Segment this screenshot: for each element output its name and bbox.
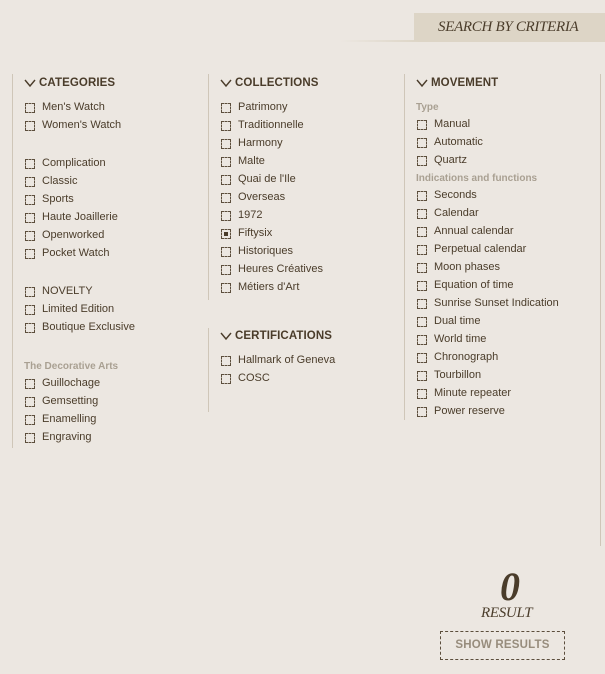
filter-option-label: Harmony bbox=[238, 137, 283, 149]
chevron-down-icon bbox=[220, 78, 232, 88]
filter-option-label: Chronograph bbox=[434, 351, 499, 363]
checkbox[interactable] bbox=[417, 353, 427, 363]
filter-option-label: Gemsetting bbox=[42, 395, 99, 407]
checkbox[interactable] bbox=[417, 371, 427, 381]
functions-subtitle: Indications and functions bbox=[416, 173, 538, 184]
checkbox[interactable] bbox=[417, 335, 427, 345]
checkbox[interactable] bbox=[417, 389, 427, 399]
column-divider bbox=[208, 74, 209, 300]
decorative-arts-subtitle: The Decorative Arts bbox=[24, 361, 119, 372]
filter-option-label: Dual time bbox=[434, 315, 481, 327]
checkbox[interactable] bbox=[25, 195, 35, 205]
checkbox[interactable] bbox=[417, 191, 427, 201]
checkbox[interactable] bbox=[417, 299, 427, 309]
collections-title: COLLECTIONS bbox=[235, 77, 319, 89]
filter-option-label: Tourbillon bbox=[434, 369, 482, 381]
filter-option-label: Manual bbox=[434, 118, 471, 130]
column-divider bbox=[208, 328, 209, 412]
checkbox[interactable] bbox=[221, 121, 231, 131]
column-divider bbox=[12, 74, 13, 448]
checkbox[interactable] bbox=[25, 159, 35, 169]
filter-option-label: Openworked bbox=[42, 229, 105, 241]
checkbox[interactable] bbox=[221, 139, 231, 149]
filter-option-label: Hallmark of Geneva bbox=[238, 354, 336, 366]
checkbox[interactable] bbox=[417, 245, 427, 255]
checkbox[interactable] bbox=[25, 415, 35, 425]
type-subtitle: Type bbox=[416, 102, 439, 113]
filter-option-label: Annual calendar bbox=[434, 225, 514, 237]
filter-option-label: Women's Watch bbox=[42, 119, 122, 131]
filter-option-label: Power reserve bbox=[434, 405, 505, 417]
filter-option-label: Complication bbox=[42, 157, 106, 169]
result-label: RESULT bbox=[481, 605, 533, 621]
checkbox[interactable] bbox=[25, 249, 35, 259]
categories-header[interactable] bbox=[24, 76, 194, 94]
chevron-down-icon bbox=[416, 78, 428, 88]
filter-option-label: Quartz bbox=[434, 154, 468, 166]
checkbox[interactable] bbox=[417, 281, 427, 291]
checkbox[interactable] bbox=[417, 317, 427, 327]
filter-option-label: Haute Joaillerie bbox=[42, 211, 118, 223]
filter-option-label: Pocket Watch bbox=[42, 247, 110, 259]
column-divider bbox=[600, 74, 601, 546]
filter-option-label: Fiftysix bbox=[238, 227, 273, 239]
checkbox[interactable] bbox=[25, 177, 35, 187]
checkbox[interactable] bbox=[417, 138, 427, 148]
checkbox[interactable] bbox=[25, 121, 35, 131]
checkbox[interactable] bbox=[221, 211, 231, 221]
filter-option-label: COSC bbox=[238, 372, 270, 384]
checkbox[interactable] bbox=[221, 374, 231, 384]
checkbox[interactable] bbox=[25, 287, 35, 297]
filter-option-label: Enamelling bbox=[42, 413, 97, 425]
chevron-down-icon bbox=[24, 78, 36, 88]
checkbox[interactable] bbox=[25, 379, 35, 389]
filter-option-label: Perpetual calendar bbox=[434, 243, 527, 255]
movement-title: MOVEMENT bbox=[431, 77, 499, 89]
header-underline bbox=[340, 40, 605, 42]
filter-option-label: Sunrise Sunset Indication bbox=[434, 297, 559, 309]
checkbox[interactable] bbox=[221, 265, 231, 275]
filter-option-label: Limited Edition bbox=[42, 303, 115, 315]
filter-option-label: Seconds bbox=[434, 189, 477, 201]
checkbox[interactable] bbox=[25, 305, 35, 315]
filter-option-label: Métiers d'Art bbox=[238, 281, 300, 293]
checkbox[interactable] bbox=[417, 209, 427, 219]
checkbox[interactable] bbox=[417, 263, 427, 273]
filter-option-label: Traditionnelle bbox=[238, 119, 304, 131]
checkbox[interactable] bbox=[417, 227, 427, 237]
filter-option-label: Classic bbox=[42, 175, 78, 187]
filter-option-label: Automatic bbox=[434, 136, 483, 148]
chevron-down-icon bbox=[220, 331, 232, 341]
filter-option-label: Overseas bbox=[238, 191, 286, 203]
checkbox[interactable] bbox=[221, 283, 231, 293]
checkbox[interactable] bbox=[221, 103, 231, 113]
checkbox[interactable] bbox=[221, 356, 231, 366]
filter-option-label: Calendar bbox=[434, 207, 479, 219]
collections-header[interactable] bbox=[220, 76, 390, 94]
filter-option-label: 1972 bbox=[238, 209, 263, 221]
checkbox[interactable] bbox=[25, 231, 35, 241]
checkbox[interactable] bbox=[25, 213, 35, 223]
filter-option-label: Guillochage bbox=[42, 377, 101, 389]
filter-option-label: NOVELTY bbox=[42, 285, 93, 297]
checkbox[interactable] bbox=[25, 323, 35, 333]
filter-option-label: Minute repeater bbox=[434, 387, 512, 399]
filter-option-label: Historiques bbox=[238, 245, 294, 257]
checkbox[interactable] bbox=[417, 120, 427, 130]
checkbox[interactable] bbox=[25, 397, 35, 407]
checkbox[interactable] bbox=[417, 156, 427, 166]
certifications-header[interactable] bbox=[220, 329, 390, 347]
filter-option-label: Quai de l'Ile bbox=[238, 173, 296, 185]
checkbox[interactable] bbox=[25, 103, 35, 113]
filter-option-label: Boutique Exclusive bbox=[42, 321, 135, 333]
filter-option-label: Heures Créatives bbox=[238, 263, 323, 275]
checkbox[interactable] bbox=[417, 407, 427, 417]
checkbox[interactable] bbox=[221, 247, 231, 257]
filter-option-label: Patrimony bbox=[238, 101, 288, 113]
filter-option-label: Engraving bbox=[42, 431, 92, 443]
filter-option-label: Moon phases bbox=[434, 261, 501, 273]
page-title: SEARCH BY CRITERIA bbox=[438, 19, 579, 35]
result-count: 0 bbox=[500, 564, 520, 609]
categories-title: CATEGORIES bbox=[39, 77, 116, 89]
checkbox[interactable] bbox=[221, 175, 231, 185]
filter-option-label: Sports bbox=[42, 193, 74, 205]
checkbox[interactable] bbox=[221, 229, 231, 239]
movement-header[interactable] bbox=[416, 76, 586, 94]
checkbox[interactable] bbox=[221, 157, 231, 167]
show-results-button[interactable]: SHOW RESULTS bbox=[440, 631, 565, 660]
filter-option-label: World time bbox=[434, 333, 487, 345]
filter-option-label: Malte bbox=[238, 155, 265, 167]
certifications-title: CERTIFICATIONS bbox=[235, 330, 333, 342]
column-divider bbox=[404, 74, 405, 420]
checkbox[interactable] bbox=[25, 433, 35, 443]
filter-option-label: Equation of time bbox=[434, 279, 514, 291]
checkbox[interactable] bbox=[221, 193, 231, 203]
filter-option-label: Men's Watch bbox=[42, 101, 105, 113]
